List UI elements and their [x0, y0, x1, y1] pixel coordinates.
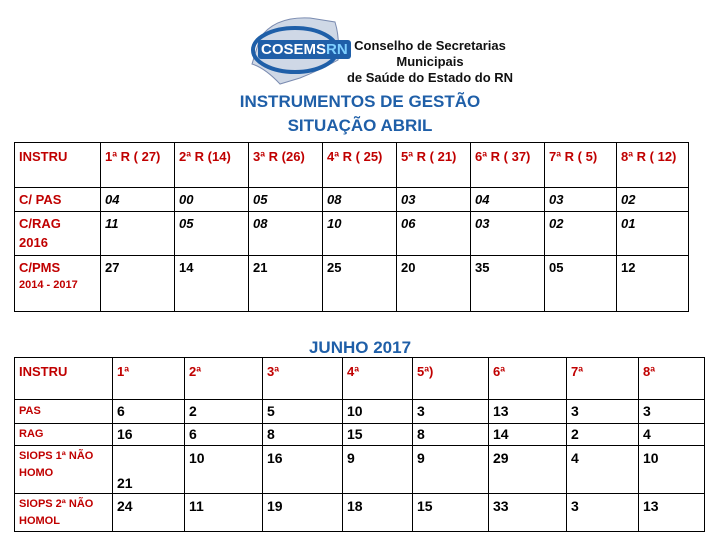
row-label-sub: 2016: [19, 235, 48, 250]
cell: 13: [489, 400, 567, 424]
logo-badge-text: COSEMS: [261, 41, 327, 58]
cell: 27: [101, 256, 175, 312]
cell: 8: [263, 424, 343, 446]
cell: 35: [471, 256, 545, 312]
cell: 02: [617, 188, 689, 212]
header-cell: 5ª): [413, 358, 489, 400]
header-cell: 3ª R (26): [249, 143, 323, 188]
cell: 4: [567, 446, 639, 494]
header-cell: 7ª: [567, 358, 639, 400]
header-cell: 4ª R ( 25): [323, 143, 397, 188]
row-label: [15, 256, 101, 312]
cell: 3: [639, 400, 705, 424]
table-abril: [14, 142, 689, 312]
cell: 12: [617, 256, 689, 312]
cell: 9: [343, 446, 413, 494]
table-row: [15, 446, 705, 494]
table-row: [15, 494, 705, 532]
cell: 16: [263, 446, 343, 494]
row-label: SIOPS 1ª NÃO HOMO: [15, 446, 113, 494]
logo-line-1: Conselho de Secretarias Municipais: [354, 38, 506, 69]
cell: 6: [113, 400, 185, 424]
cell: 05: [175, 212, 249, 256]
cell: 6: [185, 424, 263, 446]
row-label-sub: 2014 - 2017: [19, 279, 78, 291]
cell: 18: [343, 494, 413, 532]
table-row: [15, 256, 689, 312]
cell: 2: [185, 400, 263, 424]
table-junho-header: [15, 358, 705, 400]
table-row: [15, 188, 689, 212]
table-row: [15, 212, 689, 256]
cell: 04: [471, 188, 545, 212]
row-label: PAS: [15, 400, 113, 424]
header-cell: 2ª: [185, 358, 263, 400]
cell: 04: [101, 188, 175, 212]
cell: 10: [323, 212, 397, 256]
cell: 20: [397, 256, 471, 312]
cell: 25: [323, 256, 397, 312]
logo-badge-suffix: RN: [326, 41, 348, 58]
header-cell: 3ª: [263, 358, 343, 400]
cell: 13: [639, 494, 705, 532]
title-junho: JUNHO 2017: [308, 338, 412, 357]
header-cell: 6ª R ( 37): [471, 143, 545, 188]
cell: 15: [413, 494, 489, 532]
row-label-text: C/RAG: [19, 216, 61, 231]
cell: 08: [249, 212, 323, 256]
cell: 11: [101, 212, 175, 256]
cell: 06: [397, 212, 471, 256]
cell: 03: [471, 212, 545, 256]
row-label: SIOPS 2ª NÃO HOMOL: [15, 494, 113, 532]
cell: 11: [185, 494, 263, 532]
table-row: [15, 424, 705, 446]
header-cell: 5ª R ( 21): [397, 143, 471, 188]
header-cell: 2ª R (14): [175, 143, 249, 188]
table-row: [15, 400, 705, 424]
logo-line-2: de Saúde do Estado do RN: [346, 70, 514, 85]
cell: 33: [489, 494, 567, 532]
cell: 9: [413, 446, 489, 494]
cell: 10: [639, 446, 705, 494]
cell: 00: [175, 188, 249, 212]
cell: 29: [489, 446, 567, 494]
cell: 5: [263, 400, 343, 424]
cell: 19: [263, 494, 343, 532]
row-label: [15, 188, 101, 212]
cell: 02: [545, 212, 617, 256]
logo-badge: [258, 40, 351, 59]
row-label: RAG: [15, 424, 113, 446]
cell: 8: [413, 424, 489, 446]
table-junho: [14, 357, 705, 532]
header-cell: INSTRU: [15, 143, 101, 188]
cell: 16: [113, 424, 185, 446]
header-cell: 8ª R ( 12): [617, 143, 689, 188]
header-cell: 1ª: [113, 358, 185, 400]
logo-caption: [340, 38, 520, 86]
cell: 10: [185, 446, 263, 494]
cell: 03: [545, 188, 617, 212]
cell: 4: [639, 424, 705, 446]
header-cell: 7ª R ( 5): [545, 143, 617, 188]
cell: 14: [175, 256, 249, 312]
cell: 21: [249, 256, 323, 312]
cell: 03: [397, 188, 471, 212]
row-label-text: C/ PAS: [19, 192, 62, 207]
row-label: [15, 212, 101, 256]
cell: 24: [113, 494, 185, 532]
cell: 3: [413, 400, 489, 424]
cell: 3: [567, 400, 639, 424]
cell: 3: [567, 494, 639, 532]
table-abril-header: [15, 143, 689, 188]
cell: 2: [567, 424, 639, 446]
cell: 10: [343, 400, 413, 424]
cell: 05: [545, 256, 617, 312]
cell: 08: [323, 188, 397, 212]
title-instrumentos: INSTRUMENTOS DE GESTÃO: [239, 92, 481, 111]
header-cell: INSTRU: [15, 358, 113, 400]
cell: 21: [113, 446, 185, 494]
header-cell: 8ª: [639, 358, 705, 400]
row-label-text: C/PMS: [19, 260, 61, 275]
header-cell: 6ª: [489, 358, 567, 400]
header-cell: 4ª: [343, 358, 413, 400]
cell: 15: [343, 424, 413, 446]
cell: 14: [489, 424, 567, 446]
cell: 05: [249, 188, 323, 212]
cell: 01: [617, 212, 689, 256]
title-situacao: SITUAÇÃO ABRIL: [287, 116, 433, 135]
header-cell: 1ª R ( 27): [101, 143, 175, 188]
